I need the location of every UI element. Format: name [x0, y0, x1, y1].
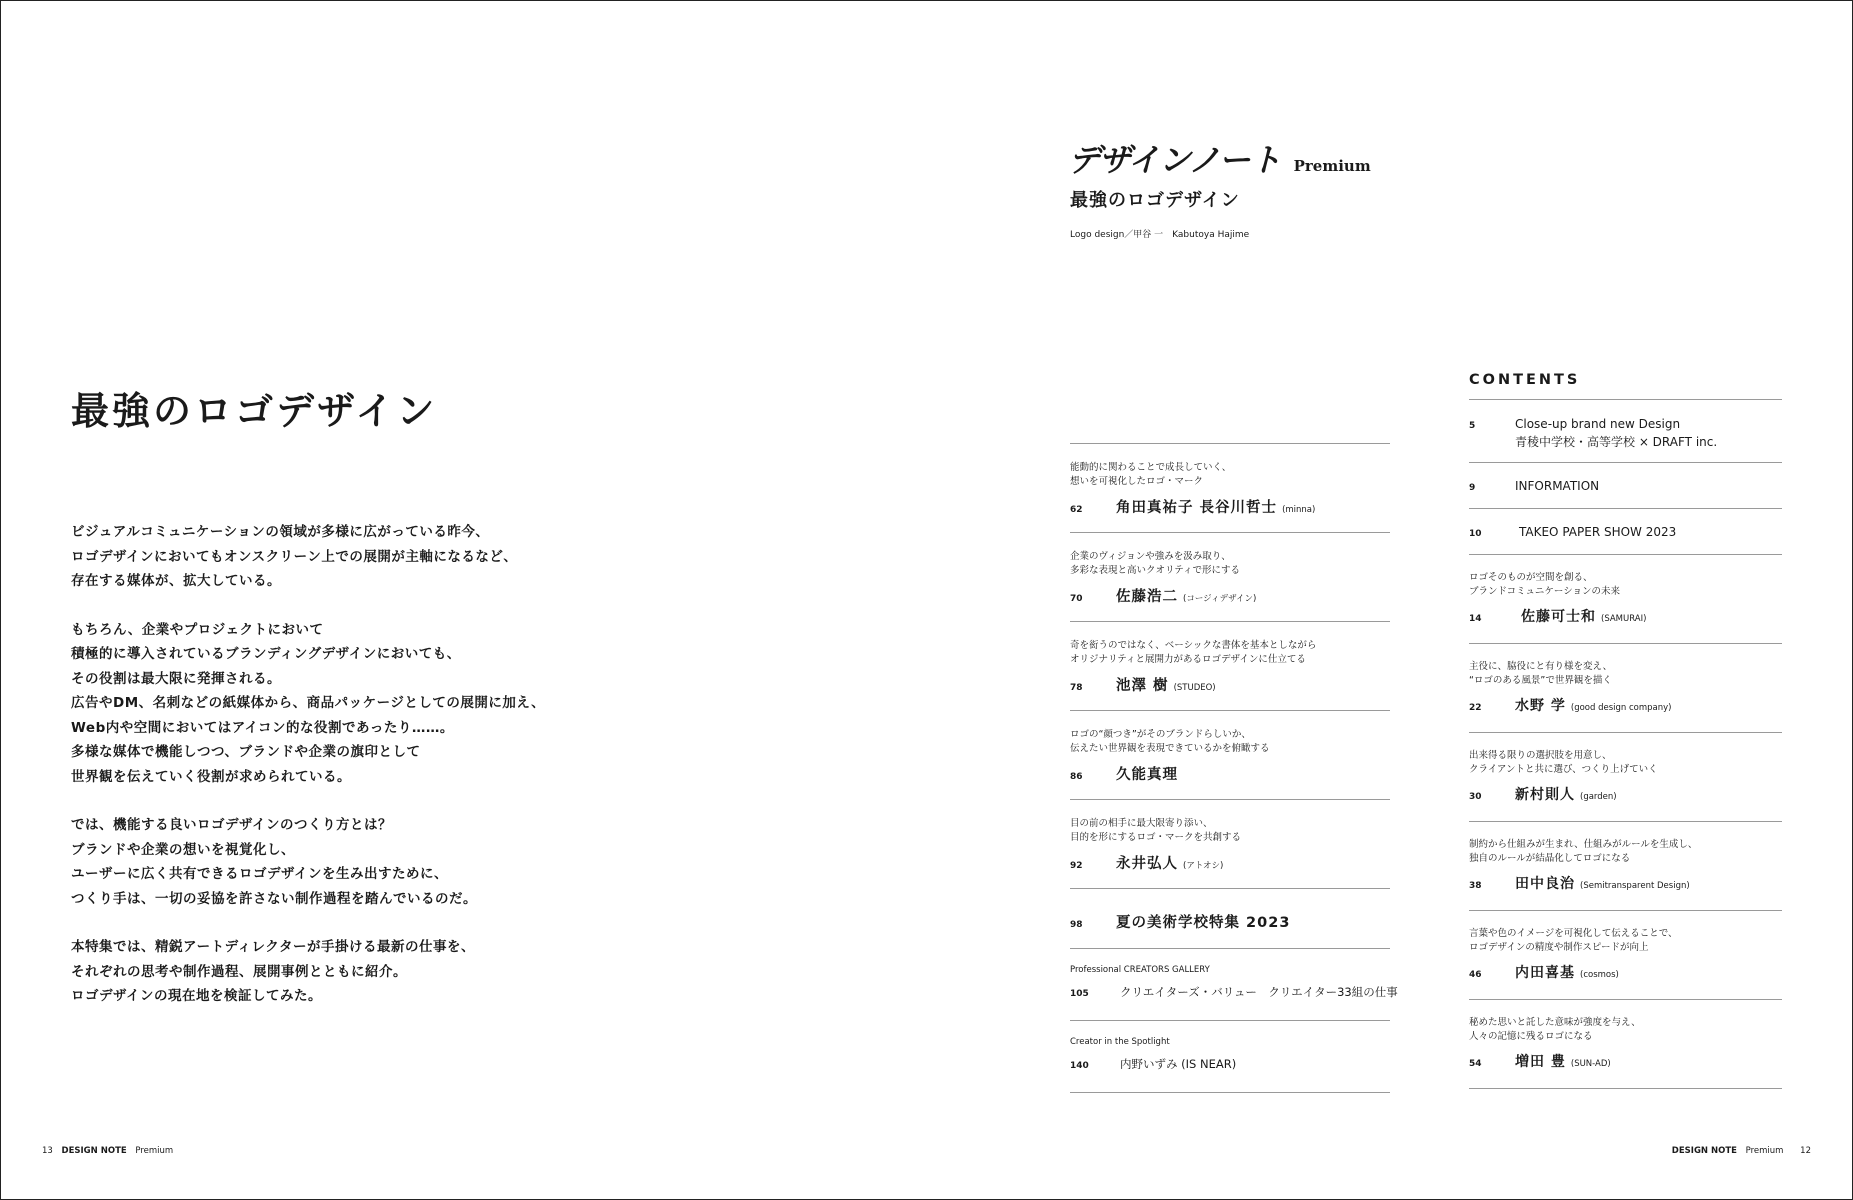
contents-page-number: 54 — [1469, 1059, 1482, 1069]
intro-paragraph — [71, 520, 551, 594]
contents-title: Close-up brand new Design 青稜中学校・高等学校 × DRAFT inc. — [1515, 417, 1718, 449]
contents-affiliation: (SAMURAI) — [1601, 614, 1647, 624]
toc-entry[interactable] — [1070, 711, 1390, 800]
toc-entry[interactable] — [1070, 533, 1390, 622]
intro-line: では、機能する良いロゴデザインのつくり方とは？ — [71, 817, 393, 833]
contents-affiliation: (cosmos) — [1580, 970, 1619, 980]
toc-page-number: 98 — [1070, 920, 1083, 930]
toc-page-number: 92 — [1070, 861, 1083, 871]
intro-line: 積極的に導入されているブランディングデザインにおいても、 — [71, 646, 461, 662]
intro-line: ビジュアルコミュニケーションの領域が多様に広がっている昨今、 — [71, 524, 490, 540]
toc-description: 奇を衒うのではなく、ベーシックな書体を基本としながら オリジナリティと展開力があるロゴデザインに仕立てる — [1070, 640, 1317, 665]
contents-entry[interactable] — [1469, 463, 1782, 509]
intro-line: 存在する媒体が、拡大している。 — [71, 573, 281, 589]
contents-name: 佐藤可士和 — [1521, 609, 1596, 625]
footer-right — [1666, 1146, 1811, 1156]
contents-page-number: 30 — [1469, 792, 1482, 802]
toc-entry-spotlight[interactable] — [1070, 1021, 1390, 1093]
contents-name: 内田喜基 — [1515, 965, 1575, 981]
intro-line: それぞれの思考や制作過程、展開事例とともに紹介。 — [71, 963, 407, 980]
intro-line: 世界観を伝えていく役割が求められている。 — [71, 768, 351, 785]
contents-page-number: 5 — [1469, 421, 1476, 431]
contents-name: 増田 豊 — [1515, 1054, 1566, 1070]
toc-page-number: 105 — [1070, 989, 1089, 999]
contents-page-number: 10 — [1469, 529, 1482, 539]
magazine-name: DESIGN NOTE — [61, 1146, 127, 1156]
magazine-name: DESIGN NOTE — [1671, 1146, 1737, 1156]
feature-title: 最強のロゴデザイン — [71, 389, 438, 433]
toc-entry[interactable] — [1070, 800, 1390, 889]
contents-page-number: 9 — [1469, 483, 1476, 493]
header-subtitle: 最強のロゴデザイン — [1070, 190, 1240, 211]
contents-page-number: 46 — [1469, 970, 1482, 980]
intro-paragraph — [71, 618, 551, 790]
contents-affiliation: (good design company) — [1570, 703, 1672, 713]
edition-label: Premium — [135, 1146, 174, 1156]
intro-line: その役割は最大限に発揮される。 — [71, 670, 281, 687]
intro-line: ブランドや企業の想いを視覚化し、 — [71, 841, 295, 858]
footer-left — [42, 1146, 173, 1156]
intro-line: ユーザーに広く共有できるロゴデザインを生み出すために、 — [71, 866, 449, 882]
gallery-label: Professional CREATORS GALLERY — [1070, 965, 1210, 975]
intro-line: つくり手は、一切の妥協を許さない制作過程を踏んでいるのだ。 — [71, 890, 477, 907]
spotlight-title: 内野いずみ (IS NEAR) — [1120, 1057, 1237, 1071]
toc-page-number: 70 — [1070, 594, 1083, 604]
intro-paragraph — [71, 813, 551, 911]
toc-description: ロゴの“顔つき”がそのブランドらしいか、 伝えたい世界観を表現できているかを俯瞰する — [1070, 729, 1270, 754]
intro-line: ロゴデザインの現在地を検証してみた。 — [71, 988, 323, 1004]
feature-toc — [1070, 443, 1398, 1093]
toc-page-number: 140 — [1070, 1061, 1089, 1071]
contents-affiliation: (SUN-AD) — [1570, 1059, 1611, 1069]
contents-page-number: 14 — [1469, 614, 1482, 624]
contents-description: 出来得る限りの選択肢を用意し、 クライアントと共に選び、つくり上げていく — [1469, 750, 1658, 775]
contents-entry[interactable] — [1469, 1000, 1782, 1089]
design-note-logo — [1068, 135, 1371, 181]
folio-left: 13 — [42, 1146, 53, 1156]
contents-description: ロゴそのものが空間を創る、 ブランドコミュニケーションの未来 — [1469, 572, 1621, 597]
contents-title: INFORMATION — [1515, 479, 1600, 493]
intro-line: もちろん、企業やプロジェクトにおいて — [71, 621, 324, 638]
toc-entry[interactable] — [1070, 622, 1390, 711]
toc-name: 夏の美術学校特集 2023 — [1116, 915, 1291, 931]
contents-entry[interactable] — [1469, 509, 1782, 555]
toc-page-number: 78 — [1070, 683, 1083, 693]
contents-description: 主役に、脇役にと有り様を変え、 “ロゴのある風景”で世界観を描く — [1469, 661, 1613, 686]
gallery-title: クリエイターズ・バリュー クリエイター33組の仕事 — [1120, 985, 1398, 999]
contents-entry[interactable] — [1469, 644, 1782, 733]
toc-description: 能動的に関わることで成長していく、 想いを可視化したロゴ・マーク — [1070, 462, 1232, 487]
contents-entry[interactable] — [1469, 555, 1782, 644]
contents-description: 言葉や色のイメージを可視化して伝えることで、 ロゴデザインの精度や制作スピードが向上 — [1469, 928, 1678, 953]
contents-name: 水野 学 — [1515, 698, 1566, 714]
edition-label: Premium — [1745, 1146, 1784, 1156]
logo-japanese: デザインノート — [1068, 141, 1281, 179]
intro-line: 多様な媒体で機能しつつ、ブランドや企業の旗印として — [71, 744, 421, 760]
logo-credit: Logo design／甲谷 一 Kabutoya Hajime — [1070, 230, 1250, 240]
contents-description: 制約から仕組みが生まれ、仕組みがルールを生成し、 独自のルールが結晶化してロゴになる — [1469, 839, 1698, 864]
intro-paragraph — [71, 935, 551, 1009]
toc-entry-special[interactable] — [1070, 889, 1390, 949]
toc-name: 池澤 樹 — [1116, 678, 1169, 694]
contents-list — [1469, 399, 1782, 1089]
contents-page-number: 38 — [1469, 881, 1482, 891]
toc-page-number: 86 — [1070, 772, 1083, 782]
toc-affiliation: (STUDEO) — [1173, 683, 1216, 693]
toc-affiliation: (minna) — [1282, 505, 1316, 515]
contents-entry[interactable] — [1469, 911, 1782, 1000]
contents-entry[interactable] — [1469, 733, 1782, 822]
toc-affiliation: (アトオシ) — [1183, 861, 1224, 871]
spotlight-label: Creator in the Spotlight — [1070, 1037, 1170, 1047]
contents-entry[interactable] — [1469, 822, 1782, 911]
toc-name: 角田真祐子 長谷川哲士 — [1116, 500, 1278, 516]
contents-affiliation: (garden) — [1580, 792, 1617, 802]
contents-affiliation: (Semitransparent Design) — [1580, 881, 1690, 891]
intro-text — [71, 520, 551, 1033]
contents-description: 秘めた思いと託した意味が強度を与え、 人々の記憶に残るロゴになる — [1469, 1017, 1641, 1042]
toc-description: 企業のヴィジョンや強みを汲み取り、 多彩な表現と高いクオリティで形にする — [1070, 551, 1241, 576]
contents-entry[interactable] — [1469, 400, 1782, 463]
toc-entry-gallery[interactable] — [1070, 949, 1398, 1021]
toc-name: 佐藤浩二 — [1116, 589, 1178, 605]
logo-premium: Premium — [1293, 157, 1371, 175]
contents-page-number: 22 — [1469, 703, 1482, 713]
contents-title: TAKEO PAPER SHOW 2023 — [1519, 525, 1677, 539]
folio-right: 12 — [1800, 1146, 1811, 1156]
contents-name: 新村則人 — [1515, 787, 1575, 803]
toc-name: 久能真理 — [1116, 767, 1178, 783]
intro-line: 本特集では、精鋭アートディレクターが手掛ける最新の仕事を、 — [71, 939, 475, 955]
intro-line: ロゴデザインにおいてもオンスクリーン上での展開が主軸になるなど、 — [71, 548, 518, 565]
toc-entry[interactable] — [1070, 444, 1390, 533]
intro-line: 広告やDM、名刺などの紙媒体から、商品パッケージとしての展開に加え、 — [71, 695, 546, 711]
contents-name: 田中良治 — [1515, 876, 1575, 892]
toc-page-number: 62 — [1070, 505, 1083, 515]
intro-line: Web内や空間においてはアイコン的な役割であったり……。 — [71, 719, 454, 736]
toc-name: 永井弘人 — [1116, 856, 1178, 872]
toc-affiliation: (コージィデザイン) — [1183, 594, 1257, 604]
contents-heading: CONTENTS — [1469, 372, 1581, 388]
toc-description: 目の前の相手に最大限寄り添い、 目的を形にするロゴ・マークを共創する — [1070, 818, 1242, 843]
